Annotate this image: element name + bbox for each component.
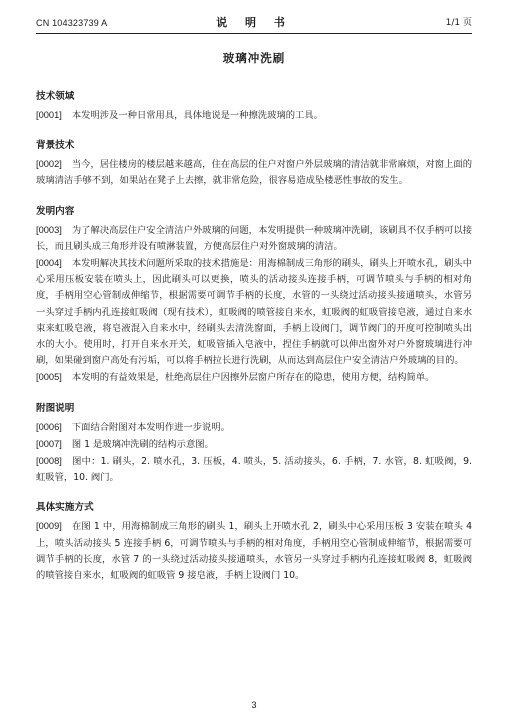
document-title: 玻璃冲洗刷 [222,51,286,65]
paragraph-number: [0008] [36,456,62,467]
section-title: 发明内容 [36,205,75,217]
paragraph-number: [0005] [36,372,62,383]
paragraph [36,255,472,369]
paragraph-number: [0007] [36,438,62,449]
paragraph [36,222,472,255]
document-body [36,89,472,598]
paragraph-number: [0009] [36,521,62,532]
section [36,204,472,387]
paragraph [36,419,472,436]
header-divider [36,33,472,34]
page-info: 1/1 页 [445,18,472,28]
paragraph-number: [0001] [36,110,62,120]
section [36,138,472,189]
paragraph [36,436,472,453]
paragraph-text: 本发明涉及一种日常用具，具体地说是一种擦洗玻璃的工具。 [71,110,323,121]
paragraph [36,107,472,124]
section [36,500,472,584]
paragraph [36,369,472,386]
paragraph-text: 本发明解决其技术问题所采取的技术措施是：用海棉制成三角形的刷头，刷头上开喷水孔，刷头中心采用压板安装在喷头上，因此刷头可以更换，喷头的活动接头连接手柄，可调节喷头与手柄的相对角度，手柄用空心管制成伸缩节，根据需要可调节手柄的长度，水管的一头绕过活动接头接通喷头，水管另一头穿过手柄内孔连接虹吸阀（现有技术），虹吸阀的喷管接自来水，虹吸阀的虹吸管接皂液，通过自来水束来虹吸皂液，将皂液混入自来水中，经刷头去清洗窗面，手柄上设阀门，调节阀门的开度可控制喷头出水的大小。使用时，打开自来水开关，虹吸管插入皂液中，捏住手柄就可以伸出窗外对户外窗玻璃进行冲刷，如果碰到窗户高处有污垢，可以将手柄拉长进行洗刷，从而达到高层住户安全清洁户外玻璃的目的。 [36,258,472,367]
paragraph-text: 图中：1. 刷头，2. 喷水孔，3. 压板，4. 喷头，5. 活动接头，6. 手柄，7. 水管，8. 虹吸阀，9. 虹吸管，10. 阀门。 [36,456,472,484]
paragraph-number: [0002] [36,159,62,170]
paragraph [36,518,472,584]
paragraph-text: 在图 1 中，用海棉制成三角形的刷头 1，刷头上开喷水孔 2，刷头中心采用压板 3 安装在喷头 4 上，喷头活动接头 5 连接手柄 6，可调节喷头与手柄的相对角度，手柄用空心管制成伸缩节，根据需要可调节手柄的长度，水管 7 的一头绕过活动接头接通喷头，水管另一头穿过手柄内孔连接虹吸阀 8，虹吸阀的喷管接自来水，虹吸阀的虹吸管 9 接皂液，手柄上设阀门 10。 [36,521,472,582]
document-type: 说 明 书 [216,16,292,29]
paragraph-text: 下面结合附图对本发明作进一步说明。 [71,421,230,433]
section-title: 技术领域 [36,91,75,102]
document-number: CN 104323739 A [36,18,108,28]
section [36,401,472,487]
paragraph-text: 本发明的有益效果是，杜绝高层住户因擦外层窗户所存在的隐患，使用方便，结构简单。 [71,372,435,384]
paragraph-number: [0006] [36,421,62,432]
paragraph-number: [0004] [36,258,62,269]
paragraph-text: 为了解决高层住户安全清洁户外玻璃的问题，本发明提供一种玻璃冲洗刷，该刷具不仅手柄可以接长，而且刷头成三角形并设有喷淋装置，方便高层住户对外窗玻璃的清洁。 [36,224,472,252]
page-number: 3 [251,700,257,710]
paragraph-text: 图 1 是玻璃冲洗刷的结构示意图。 [71,438,214,450]
section-title: 背景技术 [36,140,75,152]
section-title: 具体实施方式 [36,502,94,514]
paragraph [36,156,472,189]
paragraph [36,453,472,486]
paragraph-number: [0003] [36,224,62,235]
section [36,89,472,124]
paragraph-text: 当今，居住楼房的楼层越来越高，住在高层的住户对窗户外层玻璃的清洁就非常麻烦，对窗上面的玻璃清洁手够不到，如果站在凳子上去擦，就非常危险，很容易造成坠楼恶性事故的发生。 [36,159,472,187]
page-header [36,14,472,32]
section-title: 附图说明 [36,402,75,414]
